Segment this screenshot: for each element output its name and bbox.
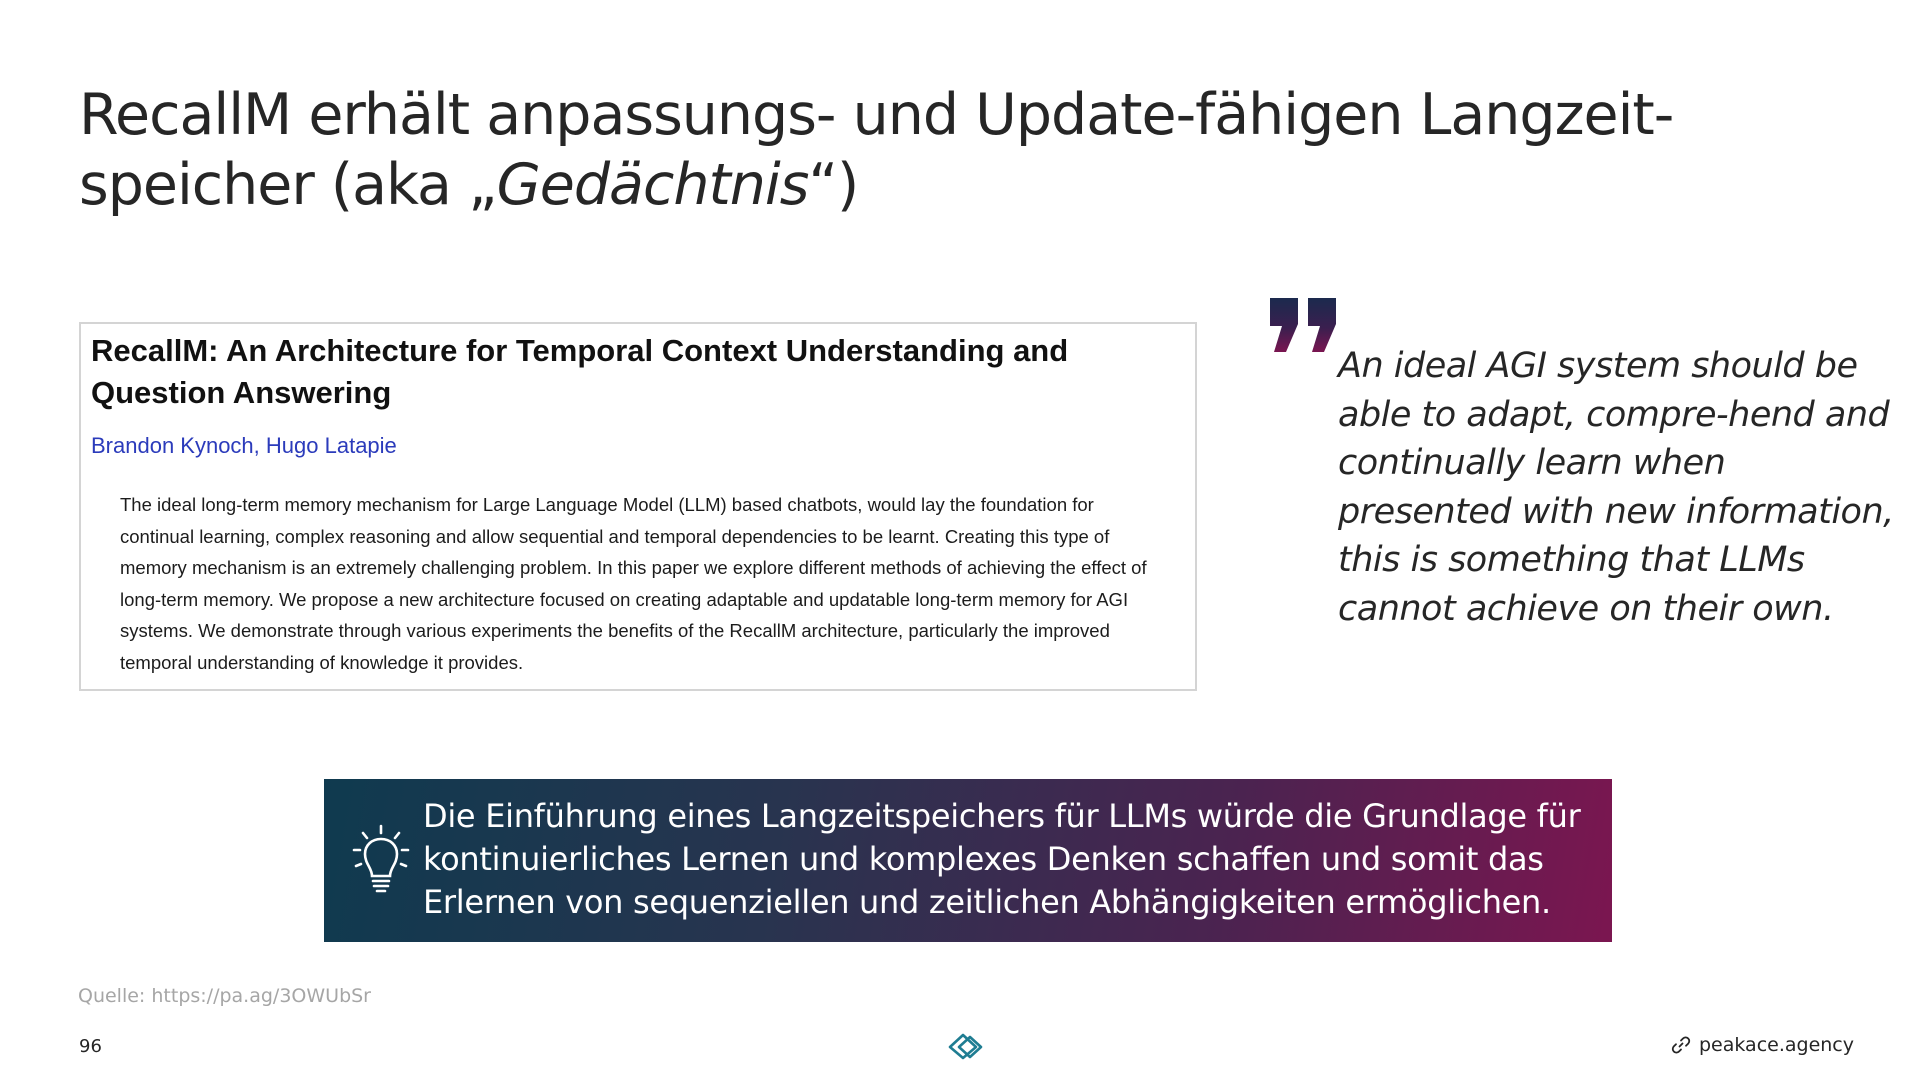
slide-title-emphasis: Gedächtnis — [496, 152, 809, 218]
paper-authors — [91, 432, 397, 460]
slide-title-text: RecallM erhält anpassungs- und Update-fähigen Langzeit-speicher (aka „ — [79, 82, 1674, 218]
slide-title-closing: “) — [808, 152, 859, 218]
source-citation — [78, 985, 371, 1007]
website-link[interactable] — [1671, 1034, 1854, 1056]
paper-screenshot — [79, 322, 1197, 691]
peakace-logo-icon — [946, 1029, 984, 1061]
quote-text: An ideal AGI system should be able to adapt, compre-hend and continually learn when presented with new information, this is something that LLMs cannot achieve on their own. — [1338, 346, 1894, 629]
author-link-latapie[interactable]: Hugo Latapie — [265, 433, 397, 458]
paper-title: RecallM: An Architecture for Temporal Context Understanding and Question Answering — [91, 333, 1069, 410]
page-number: 96 — [79, 1036, 102, 1057]
lightbulb-icon — [351, 824, 411, 896]
author-link-kynoch[interactable]: Brandon Kynoch — [91, 433, 254, 458]
link-icon — [1671, 1035, 1691, 1055]
author-separator: , — [253, 433, 266, 458]
key-takeaway-callout — [324, 779, 1612, 942]
website-link-label: peakace.agency — [1698, 1034, 1854, 1056]
paper-abstract: The ideal long-term memory mechanism for Large Language Model (LLM) based chatbots, would lay the foundation for continual learning, complex reasoning and allow sequential and temporal dependencies to be learnt. Creating this type of memory mechanism is an extremely challenging problem. In this paper we explore different methods of achieving the effect of long-term memory. We propose a new architecture focused on creating adaptable and updatable long-term memory for AGI systems. We demonstrate through various experiments the benefits of the RecallM architecture, particularly the improved temporal understanding of knowledge it provides. — [120, 494, 1147, 673]
source-label: Quelle: — [78, 985, 152, 1007]
quote-mark-icon — [1268, 296, 1340, 354]
slide-title — [79, 80, 1799, 220]
callout-text: Die Einführung eines Langzeitspeichers für LLMs würde die Grundlage für kontinuierliches Lernen und komplexes Denken schaffen und somit das Erlernen von sequenziellen und zeitlichen Abhängigkeiten ermöglichen. — [423, 797, 1581, 921]
source-link[interactable]: https://pa.ag/3OWUbSr — [151, 985, 371, 1007]
